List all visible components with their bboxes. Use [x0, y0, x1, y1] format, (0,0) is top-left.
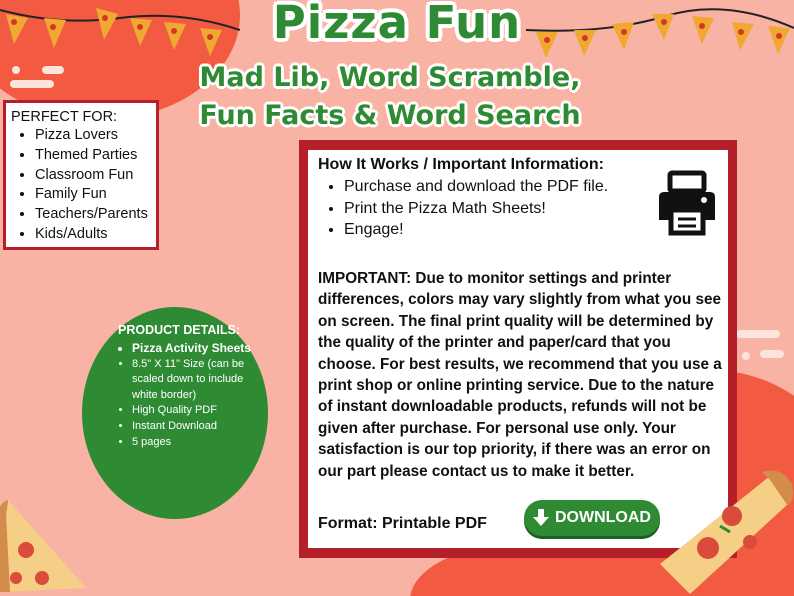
- perfect-for-box: [3, 100, 159, 250]
- product-details-list: [116, 341, 270, 450]
- list-item: • High Quality PDF: [132, 403, 270, 419]
- list-item: • Purchase and download the PDF file.: [344, 176, 608, 198]
- list-item: • Engage!: [344, 219, 608, 241]
- pizza-slice-icon: [0, 492, 92, 596]
- list-item: • Classroom Fun: [35, 166, 152, 186]
- product-details-heading: PRODUCT DETAILS:: [118, 323, 240, 337]
- list-item: • Themed Parties: [35, 146, 152, 166]
- list-item: • Print the Pizza Math Sheets!: [344, 198, 608, 220]
- list-item: • 8.5" X 11" Size (can be scaled down to include white border): [132, 357, 270, 404]
- download-label: DOWNLOAD: [555, 509, 651, 526]
- decor-dash: [736, 330, 780, 338]
- how-it-works-heading: How It Works / Important Information:: [318, 156, 604, 173]
- format-label: Format: Printable PDF: [318, 515, 487, 532]
- product-details-circle: [82, 307, 268, 519]
- subtitle-line-2: Fun Facts & Word Search: [199, 100, 581, 131]
- perfect-for-heading: PERFECT FOR:: [11, 109, 118, 125]
- subtitle-line-1: Mad Lib, Word Scramble,: [199, 62, 581, 93]
- pizza-slice-icon: [650, 464, 794, 596]
- download-arrow-icon: [533, 509, 549, 527]
- decor-dash: [10, 80, 54, 88]
- decor-dot: [742, 352, 750, 360]
- list-item: • Instant Download: [132, 419, 270, 435]
- list-item: • 5 pages: [132, 435, 270, 451]
- decor-dash: [42, 66, 64, 74]
- how-it-works-steps: [318, 176, 608, 241]
- list-item: • Kids/Adults: [35, 225, 152, 245]
- printer-icon: [656, 170, 718, 236]
- list-item: • Pizza Lovers: [35, 126, 152, 146]
- decor-dash: [760, 350, 784, 358]
- page-title: Pizza Fun: [272, 0, 522, 49]
- important-notice: IMPORTANT: Due to monitor settings and printer differences, colors may vary slightly from what you see on screen. The final print quality will be determined by the quality of the printer and paper/card that you choose. For best results, we recommend that you use a print shop or online printing service. Due to the nature of instant downloadable products, refunds will not be given after purchase. For personal use only. Your satisfaction is our top priority, if there was an error on our part please contact us to make it better.: [318, 270, 722, 480]
- perfect-for-list: [11, 126, 152, 245]
- list-item: • Family Fun: [35, 185, 152, 205]
- list-item: • Teachers/Parents: [35, 205, 152, 225]
- list-item: • Pizza Activity Sheets: [132, 341, 270, 357]
- decor-dot: [12, 66, 20, 74]
- download-button[interactable]: [524, 500, 660, 536]
